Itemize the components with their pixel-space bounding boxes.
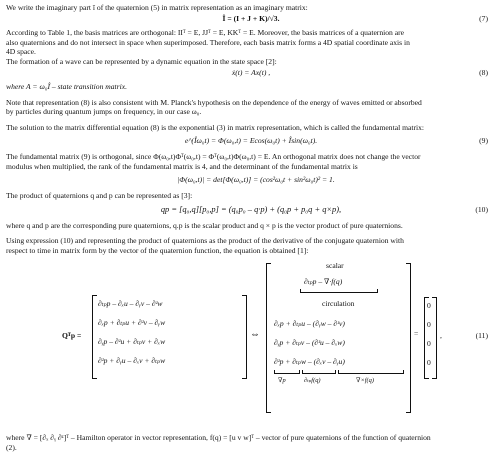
equation-7-body: Î = (I + J + K)/√3. xyxy=(222,14,280,24)
time-derivative-label: ∂ₜₚf(q) xyxy=(304,377,321,385)
equation-11 xyxy=(6,255,500,433)
equation-10-body: qp = [q₀,q][p₀,p] = (q₀p₀ – q·p) + (q₀p + p₀q + q×p), xyxy=(160,204,342,214)
paragraph-hamilton-2: (2). xyxy=(6,442,17,452)
paragraph-basis-2: also quaternions and do not intersect in space when superimposed. Therefore, each basis matrix forms a 4D spatial coordinate axis in xyxy=(6,37,410,47)
rhs-matrix-left-bracket xyxy=(266,263,271,413)
equation-9 xyxy=(6,132,500,152)
paragraph-solution: The solution to the matrix differential equation (8) is the exponential (3) in matrix representation, which is called the fundamental matrix: xyxy=(6,122,425,132)
paper-page xyxy=(6,3,500,452)
zero-vector-entry-1: 0 xyxy=(427,301,431,311)
equation-8-body: ẋ(t) = Ax(t) , xyxy=(231,68,271,78)
equation-7 xyxy=(6,12,500,28)
lhs-matrix-row-3: ∂ᵧp – ∂ᶻu + ∂ₜₚv + ∂ₓw xyxy=(98,337,166,347)
equation-7-number: (7) xyxy=(479,14,488,24)
equation-11-comma: , xyxy=(440,331,442,341)
paragraph-product: The product of quaternions q and p can be represented as [3]: xyxy=(6,191,193,201)
zero-vector-entry-2: 0 xyxy=(427,320,431,330)
equation-10 xyxy=(6,201,500,221)
time-derivative-underbrace xyxy=(302,370,336,374)
paragraph-basis-3: 4D space. xyxy=(6,47,36,57)
lhs-matrix-row-4: ∂ᶻp + ∂ᵧu – ∂ₓv + ∂ₜₚw xyxy=(98,356,166,366)
gradient-underbrace xyxy=(274,370,300,374)
scalar-label: scalar xyxy=(326,261,344,271)
paragraph-wave: The formation of a wave can be represented by a dynamic equation in the state space [2]: xyxy=(6,56,277,66)
paragraph-hamilton-1: where ∇ = [∂ₓ ∂ᵧ ∂ᶻ]ᵀ – Hamilton operator in vector representation, f(q) = [u v w]ᵀ – vector of pure quaternions of the function of quaternion xyxy=(6,433,431,443)
paragraph-using-10-1: Using expression (10) and representing the product of quaternions as the product of the derivative of the conjugate quaternion with xyxy=(6,236,404,246)
scalar-expression: ∂ₜₚp – ∇·f(q) xyxy=(304,277,343,287)
paragraph-state-matrix: where A = ω₀Î – state transition matrix. xyxy=(6,82,127,92)
equation-determinant-body: |Φ(ω₀,t)| = det[Φ(ω₀,t)] = (cos²ω₀t + sin²ω₀t)² = 1. xyxy=(177,175,335,185)
paragraph-imaginary-part: We write the imaginary part î of the quaternion (5) in matrix representation as an imaginary matrix: xyxy=(6,3,308,12)
scalar-underbrace xyxy=(300,289,378,293)
vector-row-1: ∂ₓp + ∂ₜₚu – (∂ᵧw – ∂ᶻv) xyxy=(274,319,345,329)
circulation-label: circulation xyxy=(322,299,355,309)
vector-row-3: ∂ᶻp + ∂ₜₚw – (∂ₓv – ∂ᵧu) xyxy=(274,357,345,367)
zero-vector-right-bracket xyxy=(432,297,437,379)
paragraph-orthogonal-1: The fundamental matrix (9) is orthogonal, since Φ(ω₀,t)Φᵀ(ω₀,t) = Φᵀ(ω₀,t)Φ(ω₀,t) = E. An orthogonal matrix does not change the vector xyxy=(6,152,421,162)
equation-9-body: e^(Îω₀t) = Φ(ω₀,t) = Ecos(ω₀t) + Îsin(ω₀t). xyxy=(184,136,318,146)
equation-10-number: (10) xyxy=(475,204,488,214)
paragraph-using-10-2: respect to time in matrix form by the vector of the quaternion function, the equation is obtained [1]: xyxy=(6,245,309,255)
equation-9-number: (9) xyxy=(479,136,488,146)
gradient-label: ∇p xyxy=(278,377,286,385)
vector-row-2: ∂ᵧp + ∂ₜₚv – (∂ᶻu – ∂ₓw) xyxy=(274,338,345,348)
paragraph-planck-2: by particles during quantum jumps on frequency, in our case ω₀. xyxy=(6,107,202,117)
zero-vector-entry-4: 0 xyxy=(427,358,431,368)
paragraph-planck-1: Note that representation (8) is also consistent with M. Planck's hypothesis on the dependence of the energy of waves emitted or absorbed xyxy=(6,97,422,107)
curl-underbrace xyxy=(338,370,404,374)
lhs-matrix-left-bracket xyxy=(92,295,97,379)
lhs-matrix-row-2: ∂ₓp + ∂ₜₚu + ∂ᶻv – ∂ᵧw xyxy=(98,318,166,328)
lhs-matrix-row-1: ∂ₜₚp – ∂ₓu – ∂ᵧv – ∂ᶻw xyxy=(98,299,163,309)
paragraph-basis-1: According to Table 1, the basis matrices are orthogonal: IIᵀ = E, JJᵀ = E, KKᵀ = E. Moreover, the basis matrices of a quaternion are xyxy=(6,28,405,38)
equals-sign: = xyxy=(414,329,419,339)
equation-8-number: (8) xyxy=(479,68,488,78)
paragraph-orthogonal-2: modulus when multiplied, the rank of the fundamental matrix is 4, and the determinant of the fundamental matrix is xyxy=(6,161,358,171)
equivalence-arrow: ⇔ xyxy=(250,329,260,341)
curl-label: ∇×f(q) xyxy=(356,377,375,385)
zero-vector-entry-3: 0 xyxy=(427,339,431,349)
lhs-matrix-right-bracket xyxy=(242,295,247,379)
paragraph-pure-quaternions: where q and p are the corresponding pure quaternions, q.p is the scalar product and q × p is the vector product of pure quaternions. xyxy=(6,220,403,230)
equation-11-number: (11) xyxy=(475,331,488,341)
equation-8 xyxy=(6,66,500,82)
equation-determinant xyxy=(6,171,500,191)
equation-11-lhs: Qᵀp = xyxy=(62,331,82,341)
rhs-matrix-right-bracket xyxy=(406,263,411,413)
